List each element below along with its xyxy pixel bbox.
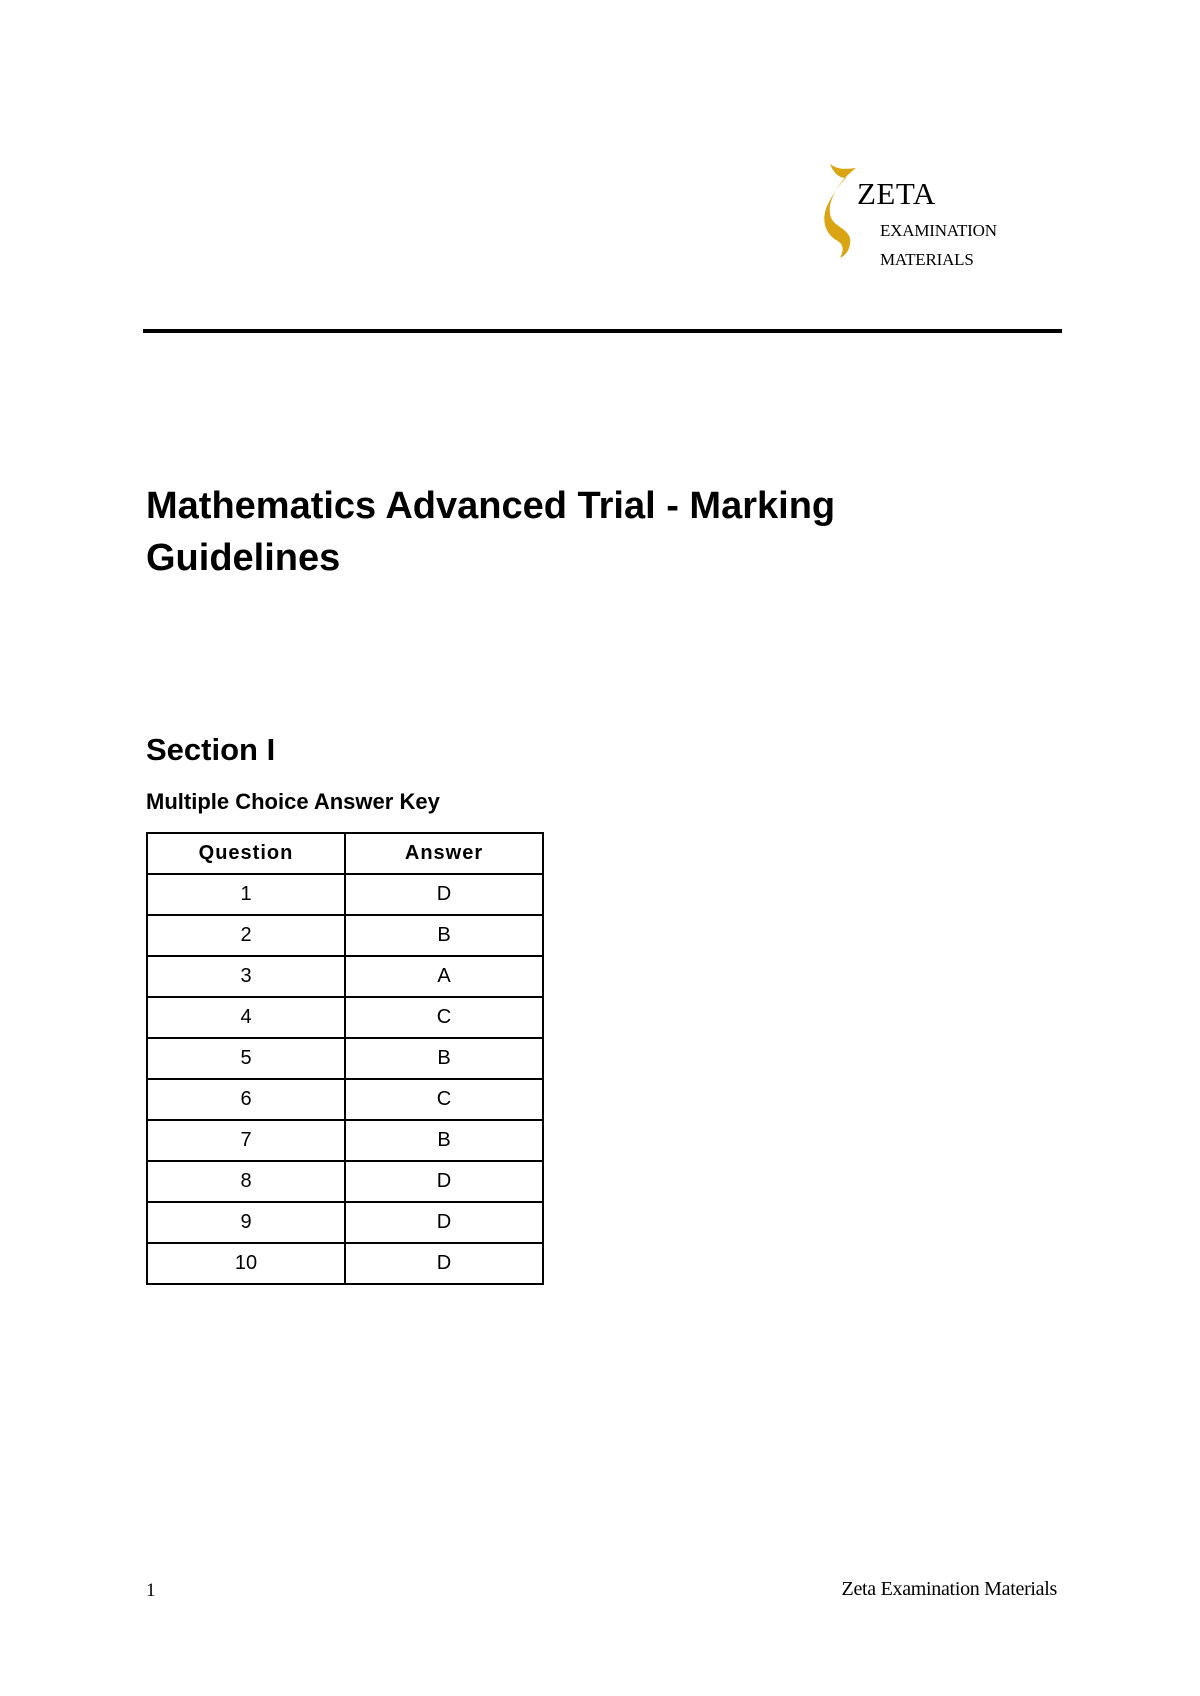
answer-cell: D xyxy=(345,1243,543,1284)
answer-cell: A xyxy=(345,956,543,997)
zeta-symbol-icon xyxy=(822,160,862,260)
header-divider xyxy=(143,329,1062,333)
table-row xyxy=(147,1202,543,1243)
question-number-cell: 6 xyxy=(147,1079,345,1120)
table-row xyxy=(147,997,543,1038)
table-row xyxy=(147,874,543,915)
answer-cell: D xyxy=(345,874,543,915)
page-number: 1 xyxy=(146,1580,156,1601)
answer-key-table xyxy=(146,832,544,1285)
question-number-cell: 9 xyxy=(147,1202,345,1243)
logo-subtitle-line1: EXAMINATION xyxy=(880,221,997,240)
question-number-cell: 2 xyxy=(147,915,345,956)
table-row xyxy=(147,1161,543,1202)
section-subheading: Multiple Choice Answer Key xyxy=(146,789,440,814)
document-title: Mathematics Advanced Trial - Marking Guidelines xyxy=(146,485,836,579)
question-number-cell: 5 xyxy=(147,1038,345,1079)
column-header-question: Question xyxy=(147,833,345,874)
answer-cell: D xyxy=(345,1161,543,1202)
question-number-cell: 3 xyxy=(147,956,345,997)
table-row xyxy=(147,1038,543,1079)
answer-cell: B xyxy=(345,1038,543,1079)
question-number-cell: 1 xyxy=(147,874,345,915)
table-row xyxy=(147,915,543,956)
footer-organisation: Zeta Examination Materials xyxy=(841,1578,1057,1600)
table-row xyxy=(147,1079,543,1120)
answer-cell: C xyxy=(345,997,543,1038)
table-row xyxy=(147,956,543,997)
table-row xyxy=(147,1243,543,1284)
question-number-cell: 4 xyxy=(147,997,345,1038)
section-heading: Section I xyxy=(146,732,276,767)
question-number-cell: 7 xyxy=(147,1120,345,1161)
answer-cell: D xyxy=(345,1202,543,1243)
answer-cell: B xyxy=(345,915,543,956)
zeta-logo xyxy=(822,160,1022,270)
question-number-cell: 10 xyxy=(147,1243,345,1284)
table-row xyxy=(147,1120,543,1161)
answer-cell: C xyxy=(345,1079,543,1120)
table-header-row xyxy=(147,833,543,874)
answer-cell: B xyxy=(345,1120,543,1161)
column-header-answer: Answer xyxy=(345,833,543,874)
question-number-cell: 8 xyxy=(147,1161,345,1202)
logo-wordmark: ZETA xyxy=(857,176,936,211)
logo-subtitle-line2: MATERIALS xyxy=(880,250,974,269)
